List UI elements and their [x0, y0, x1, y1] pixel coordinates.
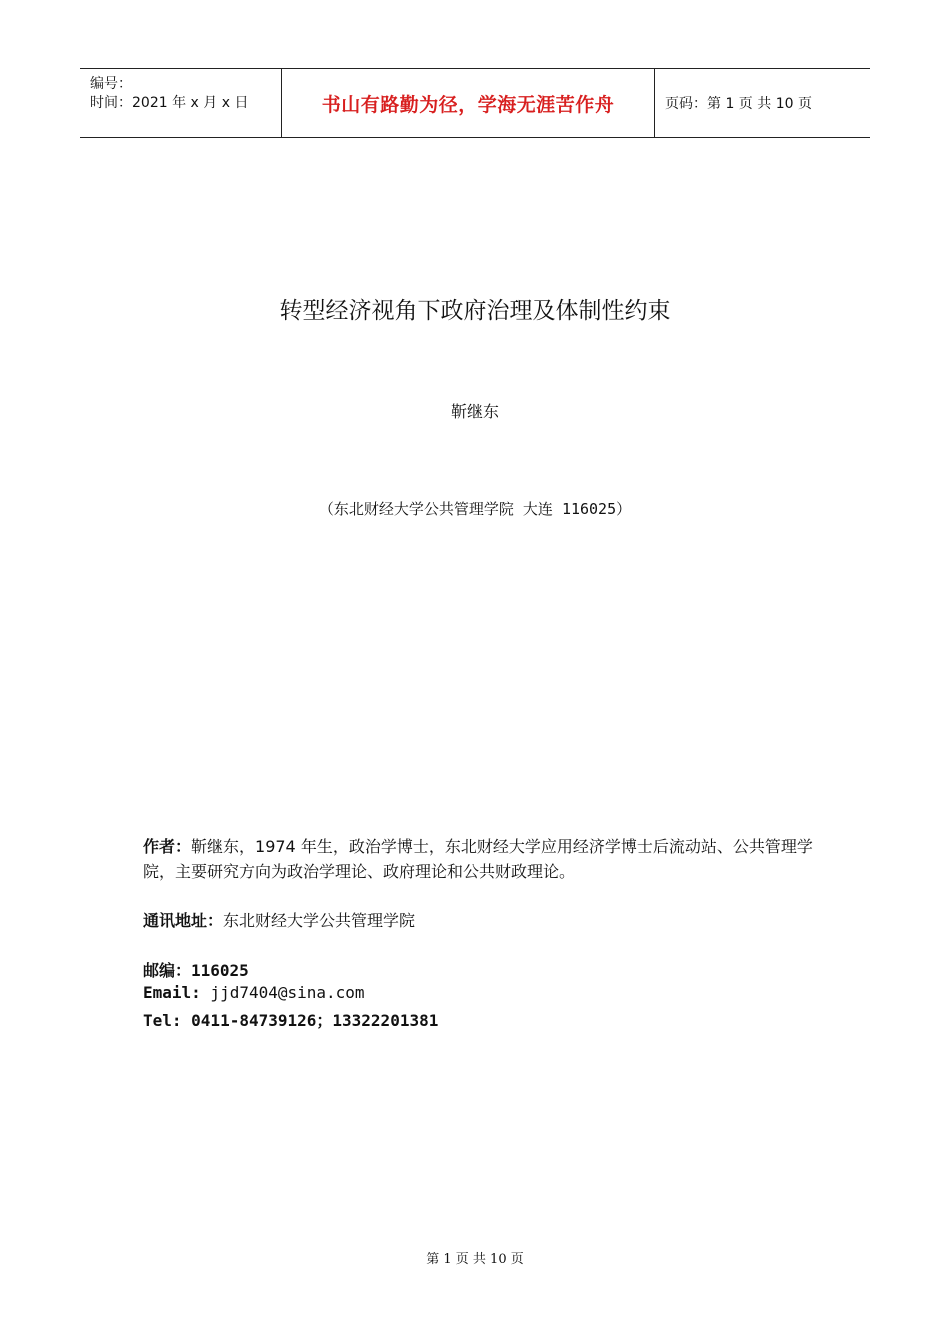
- footer-page-number: 第 1 页 共 10 页: [426, 1252, 524, 1267]
- paper-author: 靳继东: [450, 402, 499, 421]
- author-bio-text: 靳继东，1974 年生，政治学博士，东北财经大学应用经济学博士后流动站、公共管理学院，主要研究方向为政治学理论、政府理论和公共财政理论。: [143, 837, 813, 881]
- document-code-label: 编号：: [90, 76, 132, 92]
- paper-affiliation: （东北财经大学公共管理学院 大连 116025）: [318, 500, 632, 518]
- paper-title: 转型经济视角下政府治理及体制性约束: [279, 298, 671, 324]
- author-bio: [143, 834, 823, 884]
- email-line: [143, 983, 823, 1002]
- header-page-cell: [655, 69, 870, 137]
- document-date: 时间：2021 年 x 月 x 日: [90, 95, 249, 111]
- email-label: Email:: [143, 983, 201, 1002]
- mailing-address-label: 通讯地址：: [143, 911, 224, 930]
- mailing-address-text: 东北财经大学公共管理学院: [223, 911, 416, 930]
- author-bio-label: 作者：: [143, 837, 192, 856]
- motto-text: 书山有路勤为径，学海无涯苦作舟: [321, 93, 615, 116]
- email-address: jjd7404@sina.com: [200, 983, 365, 1002]
- header-table: [80, 68, 870, 138]
- header-page-number: 页码：第 1 页 共 10 页: [665, 96, 812, 112]
- mailing-address: [143, 908, 823, 931]
- header-meta-cell: [80, 69, 282, 137]
- telephone: Tel: 0411-84739126；13322201381: [143, 1011, 439, 1030]
- header-motto-cell: [282, 69, 655, 137]
- zip-code: 邮编：116025: [143, 961, 249, 980]
